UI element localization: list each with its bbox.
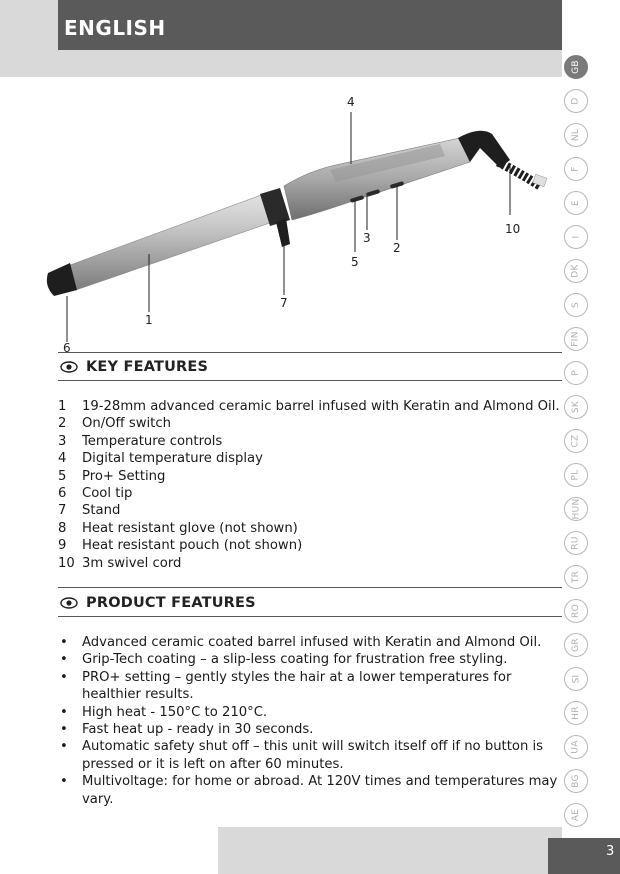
item-text: Cool tip	[82, 486, 133, 502]
item-text: 19-28mm advanced ceramic barrel infused with Keratin and Almond Oil.	[82, 399, 560, 414]
item-text: Grip-Tech coating – a slip-less coating for frustration free styling.	[82, 652, 508, 668]
language-tab-sk[interactable]	[564, 395, 588, 419]
product-illustration	[40, 90, 560, 355]
footer-band	[218, 827, 562, 874]
item-text: High heat - 150°C to 210°C.	[82, 704, 268, 720]
item-text: Multivoltage: for home or abroad. At 120V times and temperatures may vary.	[82, 774, 558, 807]
language-tab-nl[interactable]	[564, 123, 588, 147]
language-tab-label: HR	[571, 706, 581, 720]
language-tab-label: S	[570, 301, 581, 309]
item-text: Digital temperature display	[82, 451, 263, 467]
bullet-icon: •	[60, 704, 68, 720]
list-item	[58, 520, 562, 537]
key-features-list	[58, 398, 562, 572]
language-tab-e[interactable]	[564, 191, 588, 215]
language-tab-hr[interactable]	[564, 701, 588, 725]
bullet-icon: •	[60, 739, 68, 755]
product-features-title: PRODUCT FEATURES	[86, 595, 256, 611]
list-item	[58, 398, 562, 415]
item-number: 3	[58, 433, 67, 449]
item-number: 4	[58, 451, 67, 467]
key-features-heading	[60, 359, 208, 375]
page-header	[58, 0, 562, 50]
language-tab-label: D	[570, 97, 581, 105]
bullet-icon: •	[60, 652, 68, 668]
bullet-icon: •	[60, 722, 68, 738]
language-tab-d[interactable]	[564, 89, 588, 113]
product-features-heading	[60, 595, 256, 611]
callout-7: 7	[280, 296, 288, 310]
language-tab-label: AE	[570, 808, 581, 822]
page-number: 3	[605, 844, 615, 859]
callout-2: 2	[393, 241, 401, 255]
language-tab-label: NL	[570, 128, 581, 142]
language-tab-p[interactable]	[564, 361, 588, 385]
list-item	[58, 634, 562, 651]
callout-3: 3	[363, 231, 371, 245]
language-tab-label: I	[571, 235, 581, 239]
language-tab-i[interactable]	[564, 225, 588, 249]
product-features-bottom-rule	[58, 616, 562, 617]
language-tab-fin[interactable]	[564, 327, 588, 351]
key-features-title: KEY FEATURES	[86, 359, 209, 375]
language-tab-gb[interactable]	[564, 55, 588, 79]
list-item	[58, 502, 562, 519]
list-item	[58, 721, 562, 738]
barrel	[70, 190, 284, 290]
language-tab-label: SI	[571, 674, 581, 684]
list-item	[58, 773, 562, 808]
key-features-bottom-rule	[58, 380, 562, 381]
language-tab-ro[interactable]	[564, 599, 588, 623]
language-tab-hun[interactable]	[564, 497, 588, 521]
language-tab-label: HUN	[571, 498, 581, 520]
language-tab-ae[interactable]	[564, 803, 588, 827]
language-tab-label: CZ	[571, 434, 581, 448]
key-features-top-rule	[58, 352, 562, 353]
item-number: 5	[58, 468, 67, 484]
language-tab-label: RO	[571, 604, 581, 618]
list-item	[58, 450, 562, 467]
language-tab-label: PL	[570, 469, 581, 481]
callout-1: 1	[145, 313, 153, 327]
item-number: 2	[58, 416, 67, 432]
item-number: 6	[58, 486, 67, 502]
item-text: Pro+ Setting	[82, 468, 166, 484]
product-features-list	[58, 634, 562, 808]
language-tab-tr[interactable]	[564, 565, 588, 589]
language-tab-dk[interactable]	[564, 259, 588, 283]
item-text: On/Off switch	[82, 416, 171, 432]
language-tab-label: SK	[571, 400, 581, 414]
language-tab-label: FIN	[571, 331, 581, 347]
language-tab-ru[interactable]	[564, 531, 588, 555]
language-tab-label: P	[570, 370, 581, 376]
language-tab-cz[interactable]	[564, 429, 588, 453]
bullet-icon: •	[60, 669, 68, 685]
item-number: 9	[58, 538, 67, 554]
item-text: Heat resistant glove (not shown)	[82, 520, 298, 536]
cord-end	[533, 174, 547, 187]
language-tab-label: TR	[570, 570, 581, 584]
list-item	[58, 738, 562, 773]
page-number-box	[548, 838, 620, 874]
language-tab-bg[interactable]	[564, 769, 588, 793]
language-tab-f[interactable]	[564, 157, 588, 181]
item-number: 10	[58, 555, 75, 571]
stand-foot	[276, 218, 290, 247]
eye-icon	[60, 361, 78, 373]
list-item	[58, 704, 562, 721]
item-text: Automatic safety shut off – this unit will switch itself off if no button is pressed or it is left on after 60 minutes.	[82, 739, 544, 772]
item-text: Advanced ceramic coated barrel infused with Keratin and Almond Oil.	[82, 635, 542, 650]
item-text: Fast heat up - ready in 30 seconds.	[82, 722, 314, 738]
list-item	[58, 669, 562, 704]
language-tab-label: UA	[570, 740, 581, 754]
language-tab-label: DK	[571, 264, 581, 278]
item-text: Temperature controls	[82, 433, 223, 449]
eye-icon	[60, 597, 78, 609]
callout-6: 6	[63, 341, 71, 355]
item-number: 7	[58, 503, 67, 519]
item-number: 1	[58, 399, 67, 414]
language-tab-label: RU	[570, 536, 581, 550]
item-text: PRO+ setting – gently styles the hair at a lower temperatures for healthier results.	[82, 669, 512, 703]
list-item	[58, 651, 562, 668]
item-text: Stand	[82, 503, 121, 519]
language-tab-label: GR	[570, 638, 581, 652]
language-tab-gr[interactable]	[564, 633, 588, 657]
language-tab-label: F	[570, 166, 581, 172]
product-features-top-rule	[58, 587, 562, 588]
list-item	[58, 485, 562, 502]
list-item	[58, 555, 562, 572]
bullet-icon: •	[60, 635, 68, 650]
list-item	[58, 415, 562, 432]
callout-4: 4	[347, 95, 355, 109]
language-tab-label: E	[571, 200, 581, 206]
language-tab-si[interactable]	[564, 667, 588, 691]
language-tab-label: GB	[571, 60, 581, 74]
list-item	[58, 537, 562, 554]
list-item	[58, 433, 562, 450]
callout-5: 5	[351, 255, 359, 269]
item-number: 8	[58, 520, 67, 536]
list-item	[58, 468, 562, 485]
language-tab-ua[interactable]	[564, 735, 588, 759]
language-tab-pl[interactable]	[564, 463, 588, 487]
language-tab-label: BG	[571, 774, 581, 788]
item-text: Heat resistant pouch (not shown)	[82, 538, 303, 554]
language-tab-s[interactable]	[564, 293, 588, 317]
item-text: 3m swivel cord	[82, 555, 182, 571]
page-title: ENGLISH	[64, 16, 166, 40]
bullet-icon: •	[60, 774, 68, 790]
callout-10: 10	[505, 222, 521, 236]
